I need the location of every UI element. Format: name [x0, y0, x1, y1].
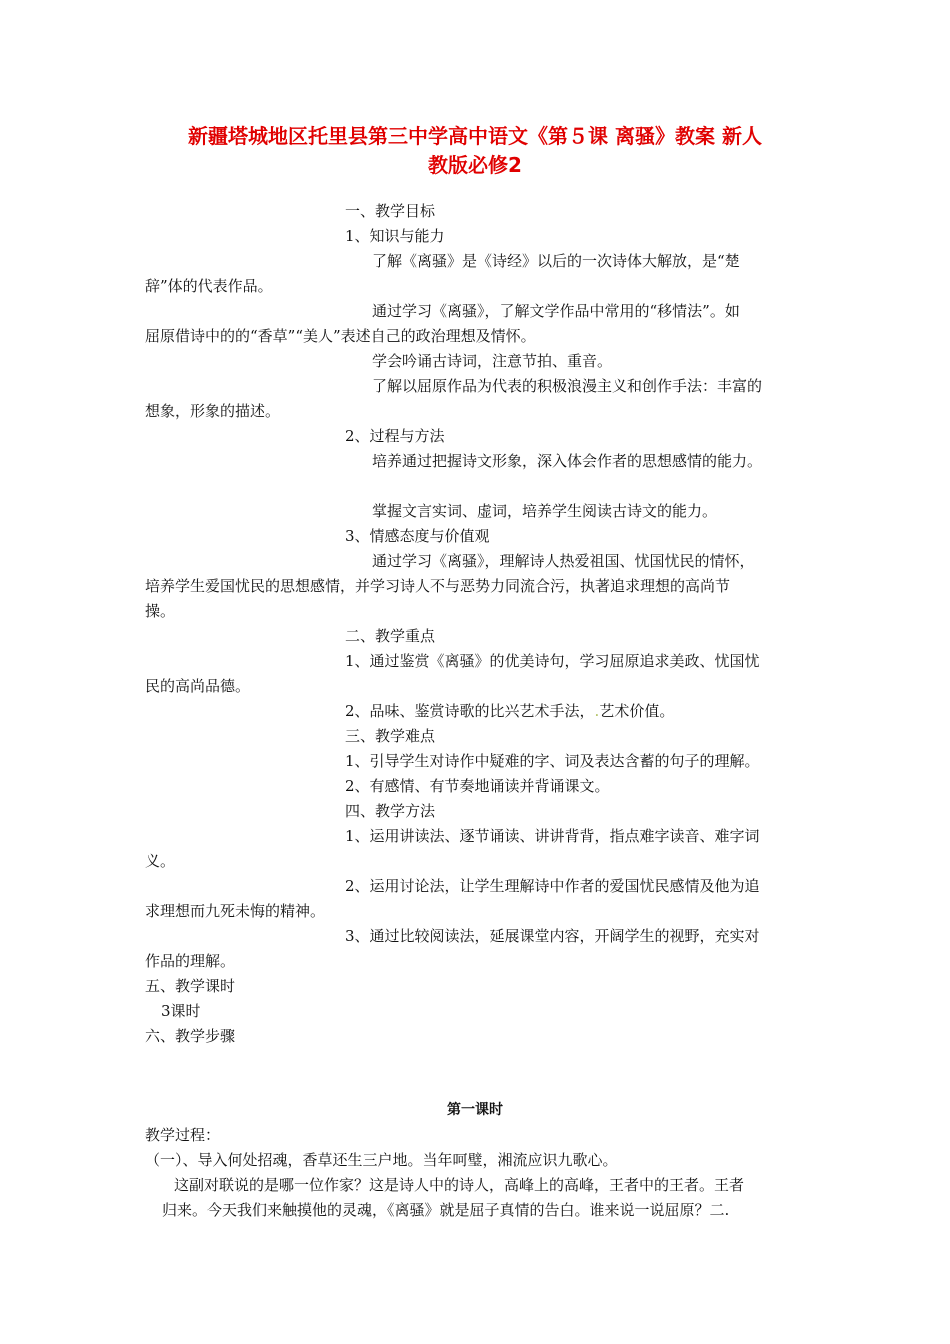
- paragraph-line: 3课时: [161, 1002, 201, 1020]
- paragraph-line: 五、教学课时: [145, 977, 236, 995]
- paragraph-line: 义。: [145, 852, 176, 870]
- paragraph-line: 学会吟诵古诗词，注意节拍、重音。: [372, 352, 613, 370]
- paragraph-line: 了解以屈原作品为代表的积极浪漫主义和创作手法：丰富的: [372, 377, 763, 395]
- paragraph-line: 二、教学重点: [345, 627, 436, 645]
- paragraph-line: 操。: [145, 602, 176, 620]
- paragraph-line: 通过学习《离骚》，了解文学作品中常用的“移情法”。如: [372, 302, 740, 320]
- paragraph-line: 掌握文言实词、虚词，培养学生阅读古诗文的能力。: [372, 502, 718, 520]
- paragraph-line: 培养学生爱国忧民的思想感情，并学习诗人不与恶势力同流合污，执著追求理想的高尚节: [145, 577, 731, 595]
- paragraph-line: 1、通过鉴赏《离骚》的优美诗句，学习屈原追求美政、忧国忧: [345, 652, 760, 670]
- stray-mark: .: [594, 702, 600, 720]
- paragraph-line: 这副对联说的是哪一位作家？这是诗人中的诗人，高峰上的高峰，王者中的王者。王者: [174, 1176, 745, 1194]
- paragraph-line: 辞”体的代表作品。: [145, 277, 273, 295]
- paragraph-line: 三、教学难点: [345, 727, 436, 745]
- document-title: [120, 122, 830, 180]
- paragraph-line: 2、有感情、有节奏地诵读并背诵课文。: [345, 777, 610, 795]
- paragraph-line: [345, 701, 674, 721]
- paragraph-line: 屈原借诗中的的“香草”“美人”表述自己的政治理想及情怀。: [145, 327, 536, 345]
- paragraph-line: 作品的理解。: [145, 952, 236, 970]
- paragraph-line: 民的高尚品德。: [145, 677, 251, 695]
- paragraph-line: 归来。今天我们来触摸他的灵魂，《离骚》就是屈子真情的告白。谁来说一说屈原？二.: [162, 1201, 730, 1219]
- paragraph-line: 四、教学方法: [345, 802, 436, 820]
- paragraph-line: 3、通过比较阅读法，延展课堂内容，开阔学生的视野，充实对: [345, 927, 760, 945]
- paragraph-line: （一）、导入何处招魂，香草还生三户地。当年呵璧，湘流应识九歌心。: [145, 1151, 618, 1169]
- title-line-1: 新疆塔城地区托里县第三中学高中语文《第５课 离骚》教案 新人: [188, 124, 762, 148]
- lesson-heading: 第一课时: [447, 1102, 503, 1118]
- paragraph-line: 培养通过把握诗文形象，深入体会作者的思想感情的能力。: [372, 452, 763, 470]
- paragraph-line: 1、引导学生对诗作中疑难的字、词及表达含蓄的句子的理解。: [345, 752, 760, 770]
- paragraph-line: 1、运用讲读法、逐节诵读、讲讲背背，指点难字读音、难字词: [345, 827, 760, 845]
- paragraph-line: 了解《离骚》是《诗经》以后的一次诗体大解放，是“楚: [372, 252, 740, 270]
- paragraph-line: 一、教学目标: [345, 202, 436, 220]
- paragraph-line: 通过学习《离骚》，理解诗人热爱祖国、忧国忧民的情怀，: [372, 552, 755, 570]
- paragraph-line: 教学过程：: [145, 1126, 221, 1144]
- paragraph-line: 想象，形象的描述。: [145, 402, 281, 420]
- paragraph-line: 3、情感态度与价值观: [345, 527, 490, 545]
- paragraph-line: 六、教学步骤: [145, 1027, 236, 1045]
- paragraph-fragment: 2、品味、鉴赏诗歌的比兴艺术手法，: [345, 702, 595, 720]
- paragraph-line: 2、过程与方法: [345, 427, 445, 445]
- title-line-2: 教版必修2: [428, 153, 522, 177]
- paragraph-line: 1、知识与能力: [345, 227, 445, 245]
- paragraph-line: 2、运用讨论法，让学生理解诗中作者的爱国忧民感情及他为追: [345, 877, 760, 895]
- paragraph-line: 求理想而九死未悔的精神。: [145, 902, 326, 920]
- paragraph-fragment: 艺术价值。: [599, 702, 675, 720]
